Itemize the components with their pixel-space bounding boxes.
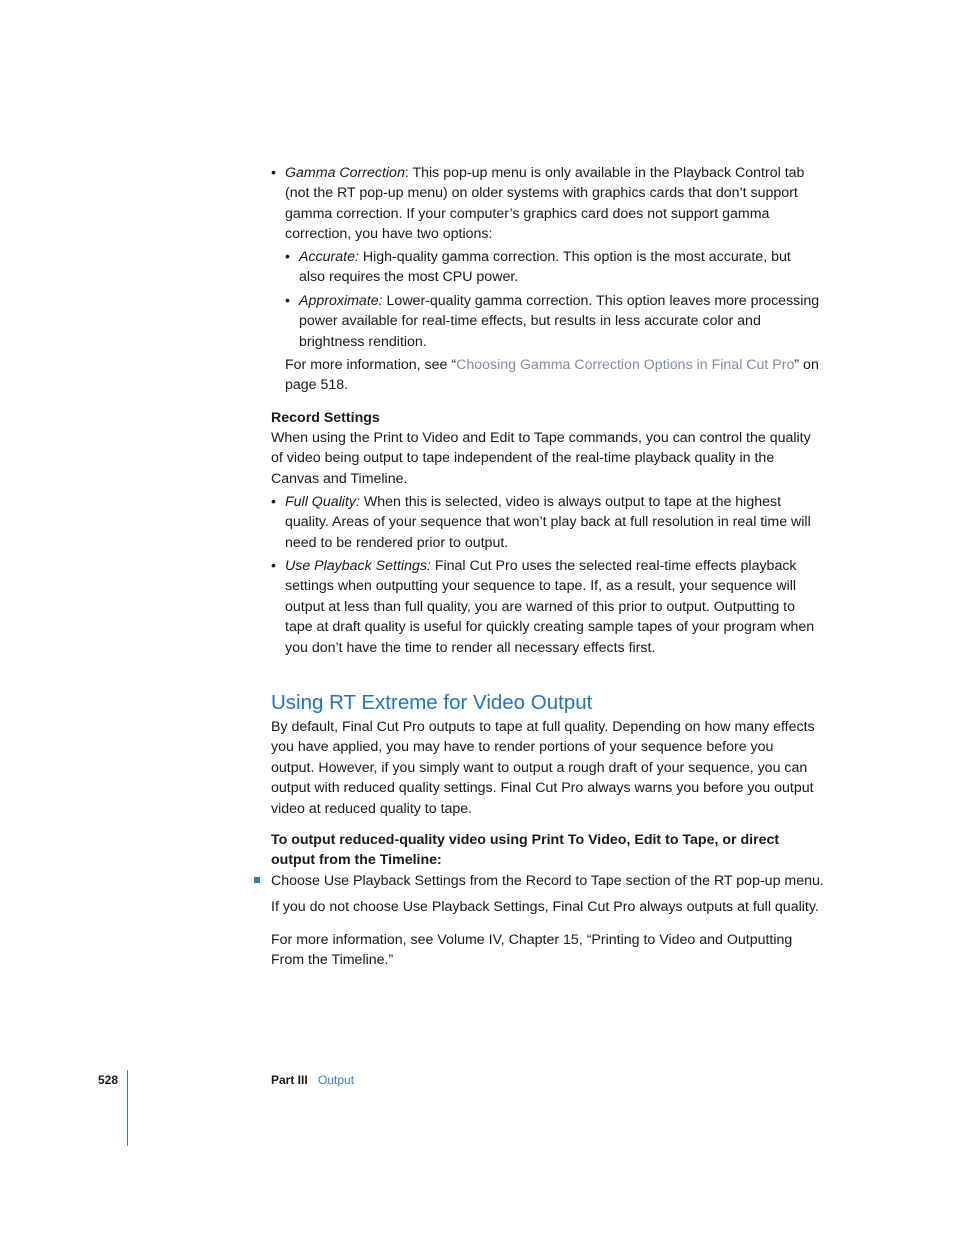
more-info-suffix: ” on	[794, 357, 819, 373]
full-quality-text	[285, 492, 831, 553]
use-playback-text	[285, 556, 831, 658]
section-line-2: you have applied, you may have to render portions of your sequence before you	[271, 739, 774, 756]
full-quality-text-1: When this is selected, video is always output to tape at the highest	[359, 494, 782, 510]
use-playback-item	[271, 556, 831, 658]
record-settings-intro	[271, 428, 831, 489]
gamma-more-info	[285, 355, 831, 396]
section-heading: Using RT Extreme for Video Output	[271, 691, 593, 714]
section-more-line-1: For more information, see Volume IV, Chapter 15, “Printing to Video and Outputting	[271, 932, 793, 948]
approximate-text-2: power available for real-time effects, but results in less accurate color and	[299, 313, 761, 330]
use-playback-text-3: output at less than full quality, you are warned of this prior to output. Outputting to	[285, 598, 796, 615]
bullet: •	[271, 165, 276, 181]
accurate-text-2: also requires the most CPU power.	[299, 269, 519, 286]
bullet: •	[271, 494, 276, 510]
use-playback-text-2: settings when outputting your sequence to tape. If, as a result, your sequence will	[285, 578, 797, 595]
task-line-1: To output reduced-quality video using Print To Video, Edit to Tape, or direct	[271, 832, 780, 848]
approximate-text-1: Lower-quality gamma correction. This option leaves more processing	[382, 293, 820, 309]
accurate-text	[299, 247, 831, 288]
approximate-item	[285, 291, 831, 353]
section-body	[271, 717, 831, 819]
full-quality-text-2: quality. Areas of your sequence that won’t play back at full resolution in real time will	[285, 514, 811, 531]
bullet: •	[271, 558, 276, 574]
full-quality-term: Full Quality:	[285, 494, 360, 510]
record-settings-heading: Record Settings	[271, 410, 380, 426]
use-playback-text-4: tape at draft quality is useful for quickly creating sample tapes of your program when	[285, 619, 815, 636]
more-info-prefix: For more information, see “	[285, 357, 457, 373]
step-1: Choose Use Playback Settings from the Record to Tape section of the RT pop-up menu.	[271, 873, 824, 889]
section-line-4: output with reduced quality settings. Final Cut Pro always warns you before you output	[271, 780, 814, 797]
bullet: •	[285, 293, 290, 309]
section-more-line-2: From the Timeline.”	[271, 952, 394, 969]
gamma-line-2: (not the RT pop-up menu) on older systems with graphics cards that don’t support	[285, 185, 798, 202]
approximate-text	[299, 291, 831, 352]
section-more-info	[271, 930, 831, 971]
record-intro-1: When using the Print to Video and Edit to Tape commands, you can control the quality	[271, 430, 811, 446]
footer-part: Part III	[271, 1073, 308, 1087]
approximate-term: Approximate:	[299, 293, 383, 309]
accurate-item	[285, 247, 831, 289]
task-line-2: output from the Timeline:	[271, 852, 442, 869]
gamma-line-4: correction, you have two options:	[285, 226, 493, 243]
gamma-correction-link[interactable]: Choosing Gamma Correction Options in Final Cut Pro	[456, 357, 795, 373]
gamma-correction-item	[271, 163, 831, 245]
full-quality-text-3: need to be rendered prior to output.	[285, 534, 509, 551]
accurate-text-1: High-quality gamma correction. This option is the most accurate, but	[358, 249, 791, 265]
task-heading	[271, 830, 831, 871]
gamma-text-1: : This pop-up menu is only available in the Playback Control tab	[404, 165, 805, 181]
footer-rule	[127, 1070, 128, 1146]
bullet: •	[285, 249, 290, 265]
more-info-line-2: page 518.	[285, 377, 349, 394]
use-playback-text-5: you don’t have the time to render all necessary effects first.	[285, 639, 656, 656]
gamma-line-1	[285, 163, 831, 183]
full-quality-item	[271, 492, 831, 554]
gamma-line-3: gamma correction. If your computer’s graphics card does not support gamma	[285, 205, 770, 222]
gamma-correction-text	[285, 163, 831, 245]
section-line-3: output. However, if you simply want to output a rough draft of your sequence, you can	[271, 759, 808, 776]
footer-chapter: Output	[318, 1073, 355, 1087]
section-line-1: By default, Final Cut Pro outputs to tape at full quality. Depending on how many effects	[271, 719, 815, 735]
use-playback-term: Use Playback Settings:	[285, 558, 431, 574]
gamma-term: Gamma Correction	[285, 165, 405, 181]
page-number: 528	[98, 1073, 119, 1087]
step-bullet	[254, 877, 260, 883]
record-intro-3: Canvas and Timeline.	[271, 470, 408, 487]
record-intro-2: of video being output to tape independent of the real-time playback quality in the	[271, 450, 775, 467]
section-line-5: video at reduced quality to tape.	[271, 800, 473, 817]
accurate-term: Accurate:	[299, 249, 359, 265]
step-note: If you do not choose Use Playback Settings, Final Cut Pro always outputs at full quality.	[271, 899, 819, 915]
use-playback-text-1: Final Cut Pro uses the selected real-time effects playback	[430, 558, 797, 574]
approximate-text-3: brightness rendition.	[299, 333, 427, 350]
